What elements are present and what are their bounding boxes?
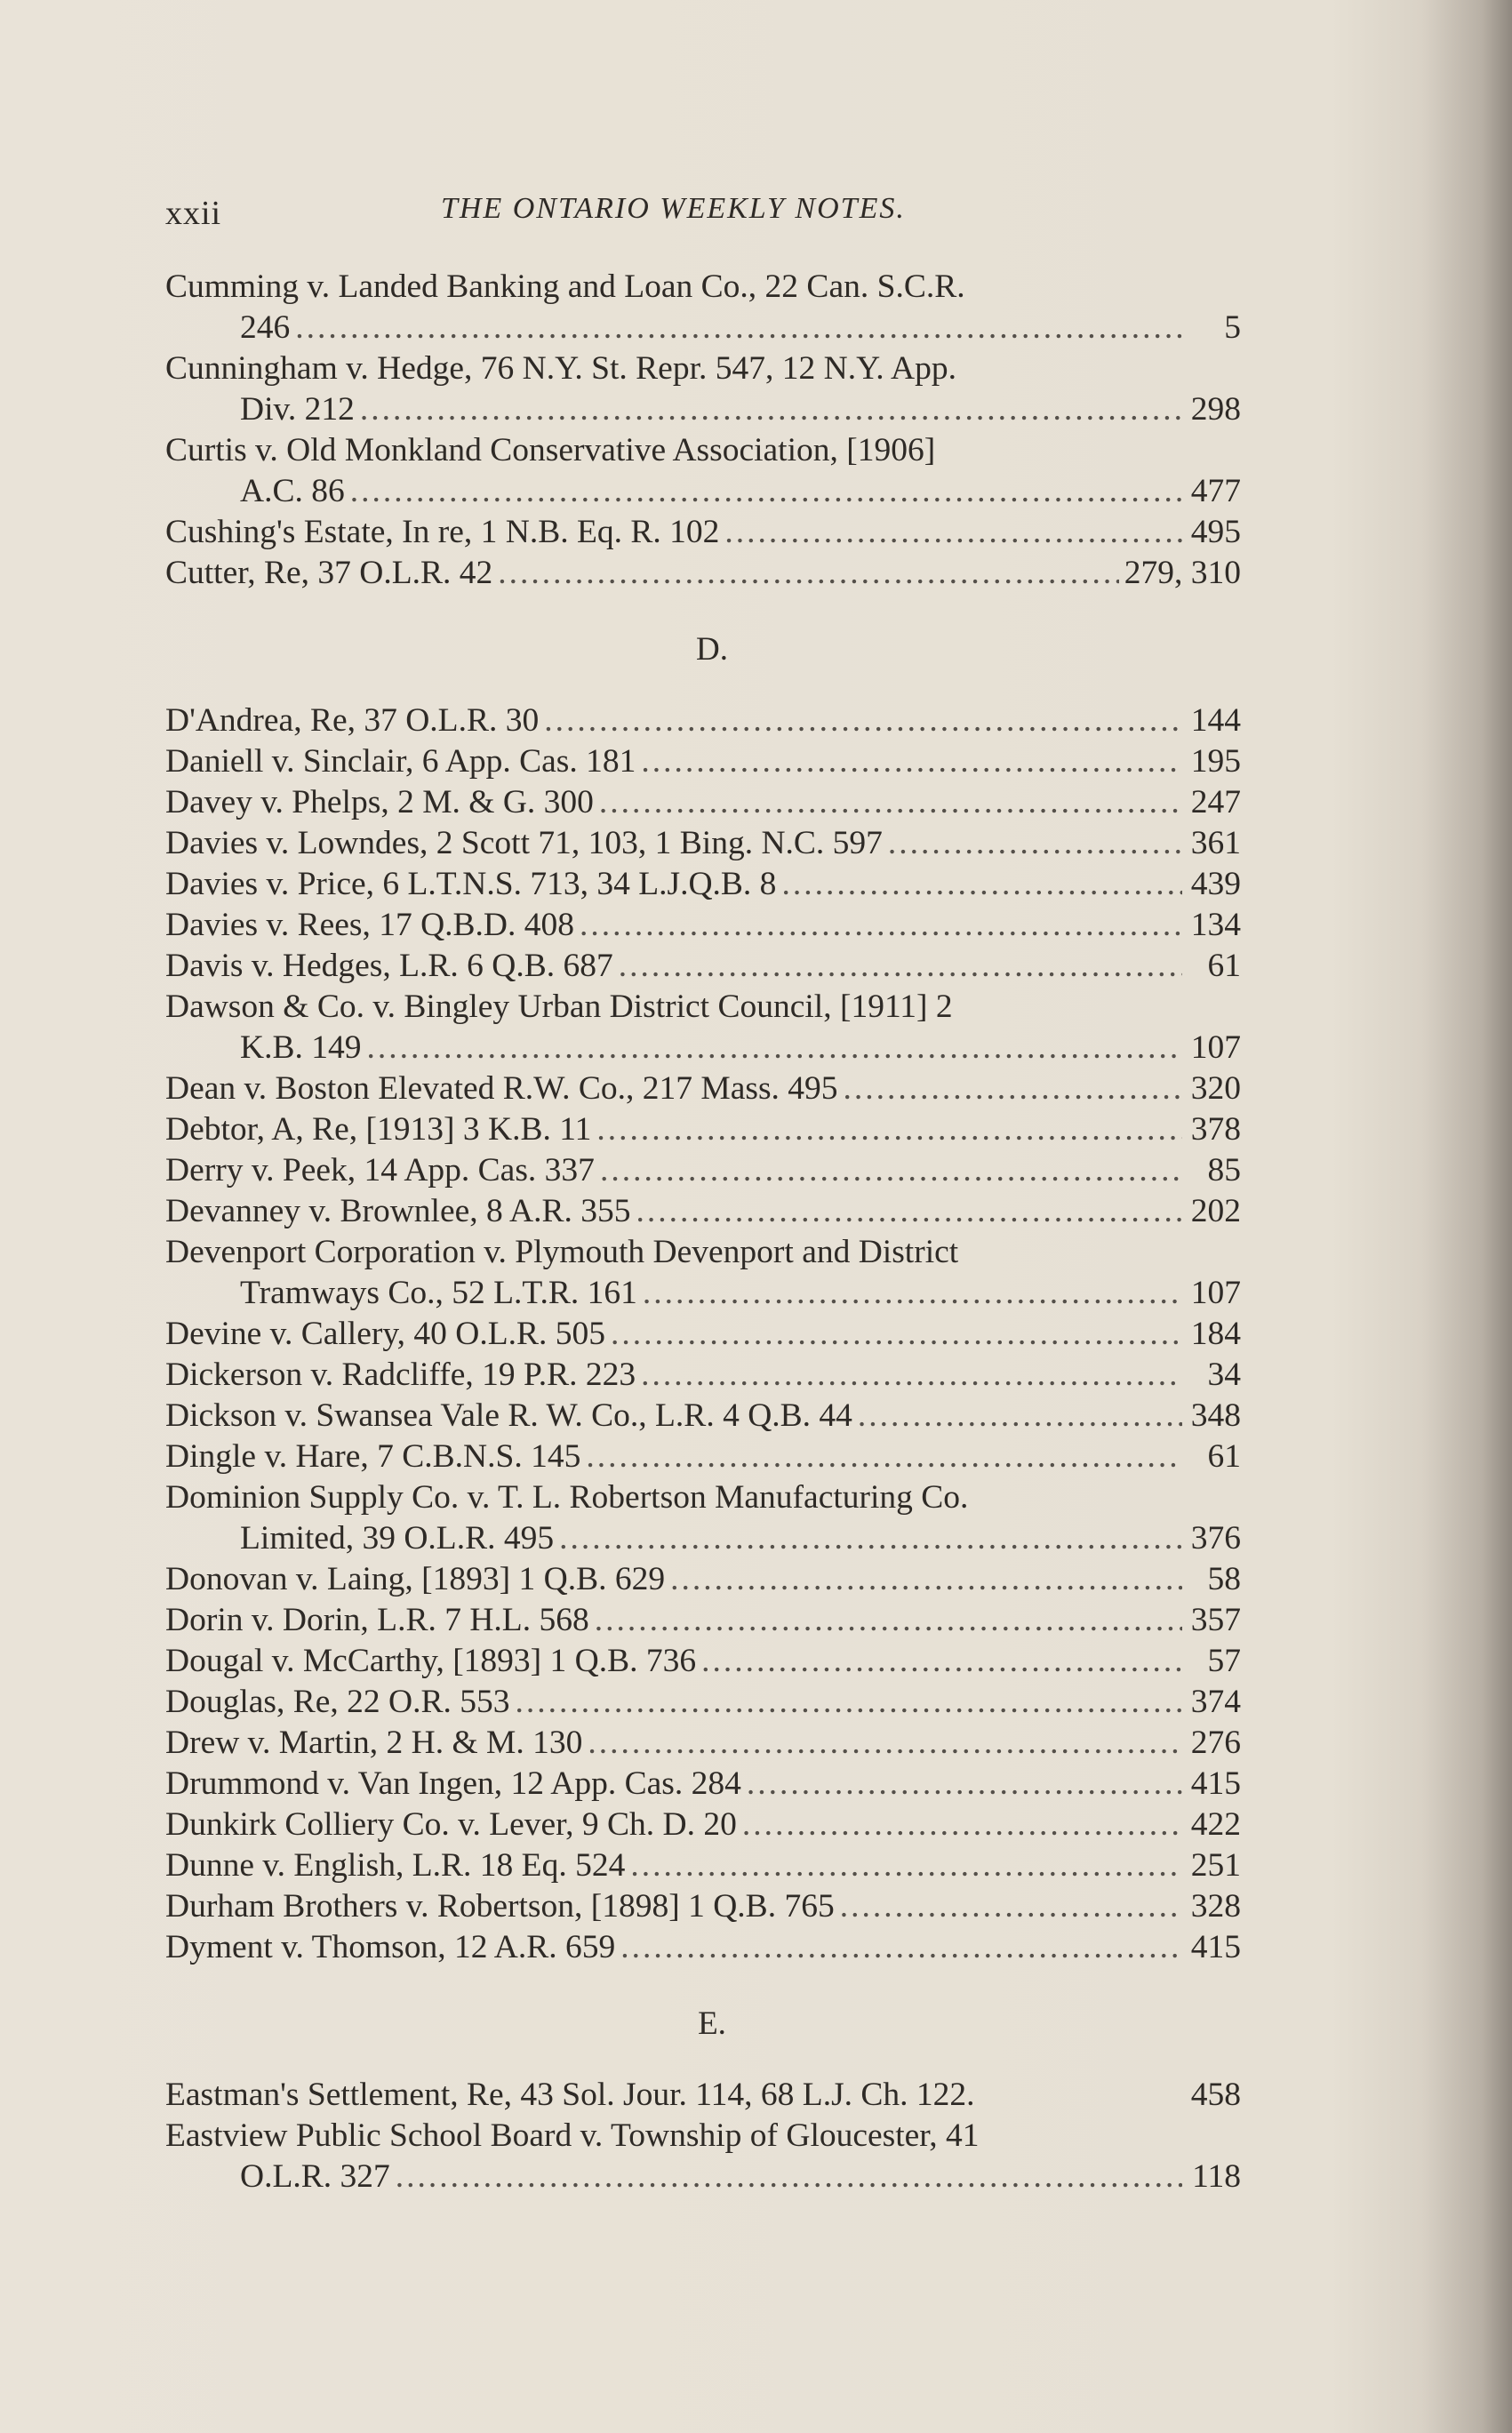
entry-page-number: 61 [1207, 1438, 1241, 1475]
dot-leader [599, 782, 1182, 823]
index-entry [165, 1068, 1241, 1109]
index-entry [165, 987, 1241, 1068]
entry-text: D'Andrea, Re, 37 O.L.R. 30 [165, 702, 540, 739]
index-entry [165, 1232, 1241, 1314]
entry-text: Devanney v. Brownlee, 8 A.R. 355 [165, 1193, 631, 1229]
entry-text: Daniell v. Sinclair, 6 App. Cas. 181 [165, 743, 636, 780]
index-entry [165, 1805, 1241, 1845]
entry-page-number: 357 [1190, 1602, 1241, 1638]
entry-text: Drummond v. Van Ingen, 12 App. Cas. 284 [165, 1765, 741, 1802]
index-entry [165, 267, 1241, 348]
entry-page-number: 415 [1190, 1929, 1241, 1965]
entry-text: Dunne v. English, L.R. 18 Eq. 524 [165, 1847, 626, 1884]
dot-leader [396, 2157, 1182, 2197]
page-header [165, 188, 1232, 242]
entry-text: 246 [240, 309, 291, 346]
dot-leader [350, 471, 1182, 512]
entry-page-number: 134 [1190, 907, 1241, 943]
entry-text: Dingle v. Hare, 7 C.B.N.S. 145 [165, 1438, 581, 1475]
entry-page-number: 361 [1190, 825, 1241, 861]
entry-page-number: 144 [1190, 702, 1241, 739]
entry-text: Dominion Supply Co. v. T. L. Robertson Manufacturing Co. [165, 1479, 969, 1516]
entry-page-number: 477 [1190, 473, 1241, 509]
entry-page-number: 439 [1190, 866, 1241, 902]
index-entry [165, 1396, 1241, 1437]
entry-page-number: 118 [1192, 2158, 1241, 2195]
index-entry [165, 2116, 1241, 2197]
entry-text: A.C. 86 [240, 473, 345, 509]
section-letter: E. [698, 2005, 726, 2042]
section-letter: D. [696, 631, 728, 668]
dot-leader [620, 1927, 1182, 1968]
dot-leader [360, 389, 1182, 430]
dot-leader [580, 905, 1182, 946]
dot-leader [747, 1764, 1182, 1805]
entry-text: Debtor, A, Re, [1913] 3 K.B. 11 [165, 1111, 592, 1148]
index-entry [165, 1723, 1241, 1764]
dot-leader [641, 741, 1182, 782]
entry-text: Eastman's Settlement, Re, 43 Sol. Jour. 114, 68 L.J. Ch. 122. [165, 2077, 975, 2113]
dot-leader [596, 1109, 1182, 1150]
case-index [165, 267, 1241, 2197]
index-entry [165, 823, 1241, 864]
index-entry [165, 1559, 1241, 1600]
entry-page-number: 34 [1207, 1357, 1241, 1393]
entry-page-number: 85 [1207, 1152, 1241, 1188]
index-entry [165, 1109, 1241, 1150]
dot-leader [630, 1845, 1182, 1886]
entry-text: Cushing's Estate, In re, 1 N.B. Eq. R. 102 [165, 514, 720, 550]
entry-text: Dorin v. Dorin, L.R. 7 H.L. 568 [165, 1602, 589, 1638]
index-entry [165, 1886, 1241, 1927]
index-entry [165, 1191, 1241, 1232]
dot-leader [559, 1518, 1182, 1559]
entry-text: Davey v. Phelps, 2 M. & G. 300 [165, 784, 594, 820]
dot-leader [588, 1723, 1182, 1764]
entry-text: K.B. 149 [240, 1029, 362, 1066]
index-entry [165, 1355, 1241, 1396]
entry-text: Eastview Public School Board v. Township of Gloucester, 41 [165, 2117, 980, 2154]
dot-leader [498, 553, 1118, 594]
entry-text: Devine v. Callery, 40 O.L.R. 505 [165, 1316, 606, 1352]
entry-text: O.L.R. 327 [240, 2158, 390, 2195]
entry-text: Durham Brothers v. Robertson, [1898] 1 Q.B. 765 [165, 1888, 835, 1925]
entry-page-number: 5 [1224, 309, 1241, 346]
index-entry [165, 1477, 1241, 1559]
entry-page-number: 415 [1190, 1765, 1241, 1802]
entry-text: Dean v. Boston Elevated R.W. Co., 217 Mass. 495 [165, 1070, 838, 1107]
dot-leader [611, 1314, 1182, 1355]
entry-text: Davies v. Price, 6 L.T.N.S. 713, 34 L.J.Q.B. 8 [165, 866, 777, 902]
entry-text: Dougal v. McCarthy, [1893] 1 Q.B. 736 [165, 1643, 697, 1679]
index-entry [165, 700, 1241, 741]
index-entry [165, 1927, 1241, 1968]
index-entry [165, 905, 1241, 946]
entry-page-number: 195 [1190, 743, 1241, 780]
entry-text: Limited, 39 O.L.R. 495 [240, 1520, 555, 1557]
dot-leader [701, 1641, 1182, 1682]
entry-page-number: 495 [1190, 514, 1241, 550]
dot-leader [888, 823, 1182, 864]
entry-text: Curtis v. Old Monkland Conservative Association, [1906] [165, 432, 936, 468]
entry-page-number: 348 [1190, 1397, 1241, 1434]
dot-leader [544, 700, 1182, 741]
entry-text: Dickson v. Swansea Vale R. W. Co., L.R. 4 Q.B. 44 [165, 1397, 852, 1434]
index-entry [165, 1641, 1241, 1682]
index-entry [165, 1150, 1241, 1191]
index-entry [165, 1314, 1241, 1355]
entry-page-number: 374 [1190, 1684, 1241, 1720]
index-entry [165, 1682, 1241, 1723]
dot-leader [643, 1273, 1182, 1314]
index-entry [165, 864, 1241, 905]
dot-leader [586, 1437, 1182, 1477]
index-entry [165, 946, 1241, 987]
entry-page-number: 57 [1207, 1643, 1241, 1679]
entry-text: Davies v. Rees, 17 Q.B.D. 408 [165, 907, 575, 943]
index-entry [165, 2075, 1241, 2116]
dot-leader [619, 946, 1182, 987]
entry-page-number: 378 [1190, 1111, 1241, 1148]
entry-page-number: 298 [1190, 391, 1241, 428]
entry-page-number: 61 [1207, 948, 1241, 984]
dot-leader [844, 1068, 1182, 1109]
entry-text: Derry v. Peek, 14 App. Cas. 337 [165, 1152, 595, 1188]
entry-text: Dyment v. Thomson, 12 A.R. 659 [165, 1929, 616, 1965]
entry-text: Tramways Co., 52 L.T.R. 161 [240, 1275, 637, 1311]
entry-text: Drew v. Martin, 2 H. & M. 130 [165, 1725, 583, 1761]
entry-text: Douglas, Re, 22 O.R. 553 [165, 1684, 510, 1720]
entry-page-number: 251 [1190, 1847, 1241, 1884]
entry-page-number: 328 [1190, 1888, 1241, 1925]
entry-text: Cutter, Re, 37 O.L.R. 42 [165, 555, 493, 591]
page-number: xxii [165, 195, 222, 232]
entry-page-number: 458 [1190, 2077, 1241, 2113]
index-entry [165, 1437, 1241, 1477]
dot-leader [724, 512, 1182, 553]
entry-page-number: 422 [1190, 1806, 1241, 1843]
entry-page-number: 107 [1190, 1275, 1241, 1311]
index-entry [165, 553, 1241, 594]
entry-page-number: 276 [1190, 1725, 1241, 1761]
dot-leader [742, 1805, 1182, 1845]
entry-text: Dickerson v. Radcliffe, 19 P.R. 223 [165, 1357, 636, 1393]
dot-leader [840, 1886, 1182, 1927]
index-entry [165, 1600, 1241, 1641]
entry-page-number: 58 [1207, 1561, 1241, 1597]
dot-leader [516, 1682, 1183, 1723]
entry-page-number: 247 [1190, 784, 1241, 820]
entry-text: Dunkirk Colliery Co. v. Lever, 9 Ch. D. 20 [165, 1806, 737, 1843]
entry-text: Dawson & Co. v. Bingley Urban District Council, [1911] 2 [165, 988, 953, 1025]
entry-page-number: 279, 310 [1124, 555, 1241, 591]
entry-page-number: 184 [1190, 1316, 1241, 1352]
entry-page-number: 202 [1190, 1193, 1241, 1229]
entry-text: Davis v. Hedges, L.R. 6 Q.B. 687 [165, 948, 613, 984]
dot-leader [636, 1191, 1182, 1232]
dot-leader [781, 864, 1182, 905]
entry-text: Div. 212 [240, 391, 355, 428]
entry-text: Cunningham v. Hedge, 76 N.Y. St. Repr. 547, 12 N.Y. App. [165, 350, 956, 387]
index-entry [165, 741, 1241, 782]
dot-leader [858, 1396, 1182, 1437]
entry-text: Donovan v. Laing, [1893] 1 Q.B. 629 [165, 1561, 666, 1597]
index-entry [165, 1764, 1241, 1805]
entry-text: Davies v. Lowndes, 2 Scott 71, 103, 1 Bing. N.C. 597 [165, 825, 883, 861]
dot-leader [670, 1559, 1182, 1600]
entry-page-number: 320 [1190, 1070, 1241, 1107]
index-entry [165, 1845, 1241, 1886]
index-entry [165, 782, 1241, 823]
index-entry [165, 348, 1241, 430]
running-title: THE ONTARIO WEEKLY NOTES. [441, 192, 906, 225]
dot-leader [600, 1150, 1182, 1191]
dot-leader [366, 1028, 1182, 1068]
entry-text: Cumming v. Landed Banking and Loan Co., 22 Can. S.C.R. [165, 268, 965, 305]
entry-page-number: 107 [1190, 1029, 1241, 1066]
entry-text: Devenport Corporation v. Plymouth Devenport and District [165, 1234, 959, 1270]
entry-page-number: 376 [1190, 1520, 1241, 1557]
index-entry [165, 430, 1241, 512]
dot-leader [641, 1355, 1182, 1396]
dot-leader [295, 308, 1182, 348]
dot-leader [595, 1600, 1182, 1641]
index-entry [165, 512, 1241, 553]
